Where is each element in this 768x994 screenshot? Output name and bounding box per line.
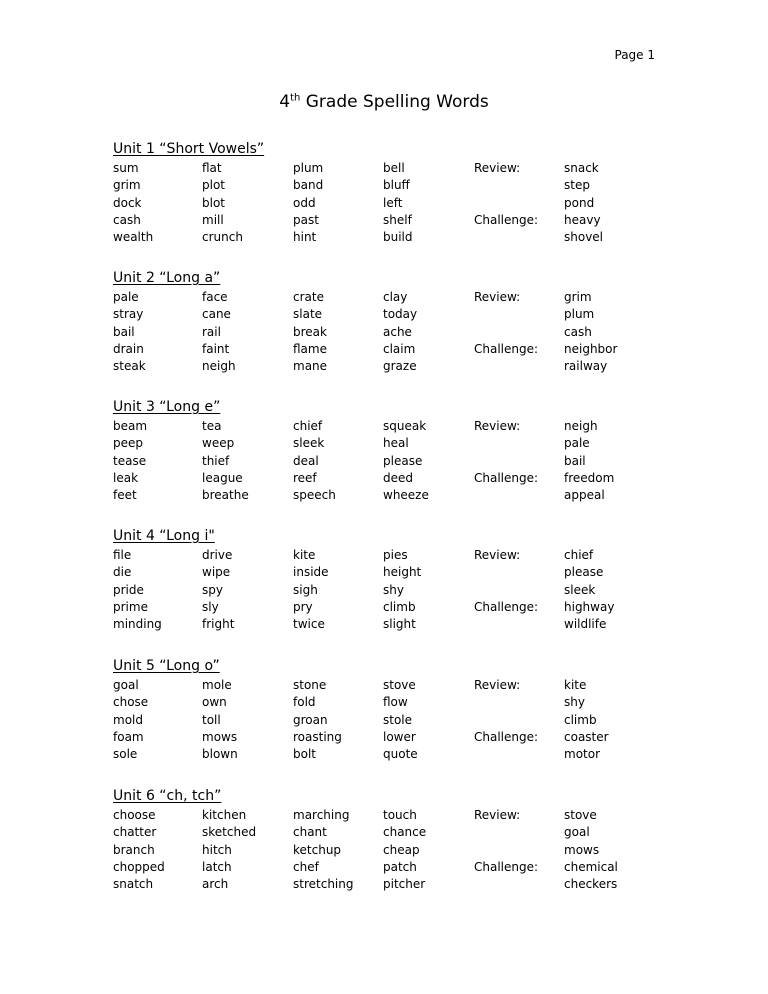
spelling-word: drive [202, 548, 233, 562]
spelling-word: rail [202, 324, 221, 339]
spelling-word: bail [564, 453, 586, 468]
spelling-word: squeak [383, 419, 427, 433]
spelling-word: die [113, 565, 132, 580]
spelling-word: own [202, 695, 227, 710]
spelling-word: sketched [202, 825, 257, 840]
spelling-word: touch [383, 808, 417, 822]
word-column [293, 677, 342, 763]
spelling-word: slate [293, 307, 323, 322]
spelling-word: beam [113, 419, 148, 433]
spelling-word: inside [293, 565, 329, 580]
word-column [383, 547, 421, 633]
challenge-label: Challenge: [474, 471, 539, 485]
spelling-word: deal [293, 453, 319, 468]
spelling-word: crate [293, 290, 324, 304]
title-text: Grade Spelling Words [300, 92, 489, 112]
spelling-word: left [383, 195, 403, 210]
word-column [293, 418, 336, 504]
spelling-word: coaster [564, 729, 609, 744]
spelling-word: snatch [113, 877, 154, 892]
word-column [383, 289, 417, 375]
spelling-word: chose [113, 695, 149, 710]
review-challenge-words [564, 547, 614, 633]
word-column [293, 289, 327, 375]
spelling-word: marching [293, 808, 350, 822]
word-column [113, 547, 162, 633]
challenge-label: Challenge: [474, 342, 539, 356]
spelling-word: sly [202, 599, 219, 614]
spelling-word: league [202, 470, 243, 485]
word-columns [113, 677, 673, 767]
spelling-word: breathe [202, 488, 249, 503]
spelling-word: crunch [202, 230, 243, 245]
word-column [293, 807, 353, 893]
challenge-label: Challenge: [474, 213, 539, 227]
unit-section [113, 268, 673, 379]
spelling-word: chopped [113, 859, 165, 874]
word-columns [113, 547, 673, 637]
review-challenge-words [564, 418, 614, 504]
word-column [113, 807, 165, 893]
spelling-word: groan [293, 712, 328, 727]
spelling-word: dock [113, 195, 142, 210]
spelling-word: wipe [202, 565, 231, 580]
spelling-word: sigh [293, 582, 318, 597]
spelling-word: checkers [564, 877, 618, 892]
spelling-word: pitcher [383, 877, 426, 892]
spelling-word: chief [564, 548, 594, 562]
spelling-word: thief [202, 453, 230, 468]
spelling-word: peep [113, 436, 143, 451]
spelling-word: fright [202, 617, 235, 632]
spelling-word: minding [113, 617, 162, 632]
spelling-word: patch [383, 859, 417, 874]
word-column [293, 160, 323, 246]
word-column [293, 547, 329, 633]
spelling-word: choose [113, 808, 156, 822]
challenge-label: Challenge: [474, 730, 539, 744]
spelling-word: chatter [113, 825, 157, 840]
spelling-word: neighbor [564, 341, 618, 356]
spelling-word: feet [113, 488, 137, 503]
spelling-word: break [293, 324, 327, 339]
spelling-word: mill [202, 212, 224, 227]
spelling-word: prime [113, 599, 148, 614]
unit-heading: Unit 3 “Long e” [113, 399, 221, 415]
spelling-word: shy [383, 582, 404, 597]
unit-heading: Unit 2 “Long a” [113, 270, 221, 286]
spelling-word: hitch [202, 842, 232, 857]
spelling-word: goal [564, 825, 590, 840]
spelling-word: chance [383, 825, 427, 840]
spelling-word: wheeze [383, 488, 429, 503]
spelling-word: sum [113, 161, 139, 175]
word-column [202, 418, 249, 504]
review-challenge-words [564, 289, 617, 375]
unit-heading: Unit 4 “Long i" [113, 528, 215, 544]
spelling-word: arch [202, 877, 229, 892]
spelling-word: grim [564, 290, 592, 304]
word-column [113, 289, 146, 375]
spelling-word: grim [113, 178, 141, 193]
review-label: Review: [474, 290, 521, 304]
spelling-word: pond [564, 195, 595, 210]
review-label: Review: [474, 678, 521, 692]
spelling-word: stone [293, 678, 327, 692]
word-column [113, 160, 153, 246]
spelling-word: kitchen [202, 808, 247, 822]
review-label: Review: [474, 548, 521, 562]
spelling-word: snack [564, 161, 599, 175]
spelling-word: pies [383, 548, 408, 562]
spelling-word: flame [293, 341, 327, 356]
spelling-word: past [293, 212, 319, 227]
word-column [202, 677, 238, 763]
review-label: Review: [474, 419, 521, 433]
spelling-word: today [383, 307, 418, 322]
spelling-word: slight [383, 617, 416, 632]
spelling-word: shelf [383, 212, 412, 227]
spelling-word: wealth [113, 230, 154, 245]
spelling-word: plum [564, 307, 595, 322]
spelling-word: wildlife [564, 617, 607, 632]
word-column [202, 807, 256, 893]
spelling-word: odd [293, 195, 316, 210]
spelling-word: shy [564, 695, 585, 710]
spelling-word: bolt [293, 747, 316, 762]
spelling-word: kite [564, 678, 587, 692]
spelling-word: bluff [383, 178, 410, 193]
spelling-word: tease [113, 453, 147, 468]
unit-section [113, 139, 673, 250]
spelling-word: face [202, 290, 228, 304]
spelling-word: kite [293, 548, 316, 562]
word-column [202, 289, 236, 375]
spelling-word: file [113, 548, 132, 562]
challenge-label: Challenge: [474, 860, 539, 874]
spelling-word: pale [113, 290, 139, 304]
title-ordinal: 4 [279, 92, 291, 112]
spelling-word: stove [564, 808, 597, 822]
spelling-word: ketchup [293, 842, 342, 857]
spelling-word: ache [383, 324, 412, 339]
spelling-word: fold [293, 695, 316, 710]
review-label: Review: [474, 808, 521, 822]
spelling-word: heal [383, 436, 409, 451]
spelling-word: clay [383, 290, 408, 304]
spelling-word: cash [113, 212, 141, 227]
spelling-word: bail [113, 324, 135, 339]
spelling-word: please [383, 453, 423, 468]
spelling-word: flow [383, 695, 408, 710]
spelling-word: neigh [202, 359, 236, 374]
spelling-word: reef [293, 470, 317, 485]
review-label: Review: [474, 161, 521, 175]
spelling-word: blot [202, 195, 225, 210]
challenge-label: Challenge: [474, 600, 539, 614]
spelling-word: cheap [383, 842, 420, 857]
spelling-word: sleek [564, 582, 596, 597]
spelling-word: foam [113, 729, 144, 744]
spelling-word: please [564, 565, 604, 580]
word-column [202, 547, 234, 633]
spelling-word: quote [383, 747, 418, 762]
word-column [383, 160, 413, 246]
spelling-word: appeal [564, 488, 605, 503]
spelling-word: railway [564, 359, 608, 374]
spelling-word: neigh [564, 419, 598, 433]
spelling-word: weep [202, 436, 235, 451]
spelling-word: highway [564, 599, 615, 614]
spelling-word: mows [202, 729, 238, 744]
spelling-word: step [564, 178, 590, 193]
document-title [0, 92, 768, 112]
spelling-word: branch [113, 842, 155, 857]
spelling-word: height [383, 565, 422, 580]
spelling-word: spy [202, 582, 223, 597]
spelling-word: freedom [564, 470, 615, 485]
spelling-word: drain [113, 341, 144, 356]
unit-section [113, 526, 673, 637]
spelling-word: steak [113, 359, 146, 374]
title-ordinal-suffix: th [290, 92, 301, 104]
spelling-word: mane [293, 359, 328, 374]
spelling-word: goal [113, 678, 139, 692]
spelling-word: chief [293, 419, 323, 433]
spelling-word: speech [293, 488, 336, 503]
spelling-word: claim [383, 341, 416, 356]
spelling-word: blown [202, 747, 238, 762]
spelling-word: pride [113, 582, 144, 597]
word-column [383, 677, 418, 763]
spelling-word: heavy [564, 212, 601, 227]
spelling-word: motor [564, 747, 601, 762]
unit-section [113, 656, 673, 767]
spelling-word: mows [564, 842, 600, 857]
unit-heading: Unit 5 “Long o” [113, 658, 220, 674]
spelling-word: chemical [564, 859, 618, 874]
spelling-word: flat [202, 161, 222, 175]
word-column [113, 418, 147, 504]
spelling-word: stole [383, 712, 413, 727]
word-column [202, 160, 243, 246]
spelling-word: mold [113, 712, 143, 727]
spelling-word: shovel [564, 230, 604, 245]
spelling-word: bell [383, 161, 405, 175]
unit-section [113, 786, 673, 897]
spelling-word: graze [383, 359, 417, 374]
page-number: Page 1 [614, 48, 655, 62]
spelling-word: pale [564, 436, 590, 451]
spelling-word: roasting [293, 729, 342, 744]
spelling-word: sole [113, 747, 138, 762]
spelling-word: leak [113, 470, 139, 485]
spelling-word: toll [202, 712, 221, 727]
spelling-word: build [383, 230, 413, 245]
spelling-word: chef [293, 859, 319, 874]
spelling-word: latch [202, 859, 232, 874]
spelling-word: stray [113, 307, 144, 322]
word-columns [113, 289, 673, 379]
spelling-word: faint [202, 341, 230, 356]
spelling-word: deed [383, 470, 413, 485]
word-columns [113, 418, 673, 508]
spelling-word: climb [383, 599, 416, 614]
word-column [113, 677, 148, 763]
spelling-word: mole [202, 678, 232, 692]
spelling-word: band [293, 178, 324, 193]
spelling-word: hint [293, 230, 317, 245]
spelling-word: pry [293, 599, 313, 614]
spelling-word: plum [293, 161, 324, 175]
unit-section [113, 397, 673, 508]
spelling-word: lower [383, 729, 416, 744]
spelling-word: twice [293, 617, 325, 632]
review-challenge-words [564, 807, 618, 893]
spelling-word: stove [383, 678, 416, 692]
spelling-word: stretching [293, 877, 354, 892]
word-columns [113, 807, 673, 897]
word-columns [113, 160, 673, 250]
spelling-word: chant [293, 825, 327, 840]
word-column [383, 418, 429, 504]
unit-heading: Unit 6 “ch, tch” [113, 788, 222, 804]
unit-heading: Unit 1 “Short Vowels” [113, 141, 265, 157]
review-challenge-words [564, 160, 603, 246]
spelling-word: cane [202, 307, 231, 322]
review-challenge-words [564, 677, 609, 763]
word-column [383, 807, 426, 893]
spelling-word: sleek [293, 436, 325, 451]
spelling-word: plot [202, 178, 225, 193]
spelling-word: cash [564, 324, 592, 339]
spelling-word: tea [202, 419, 222, 433]
spelling-word: climb [564, 712, 597, 727]
